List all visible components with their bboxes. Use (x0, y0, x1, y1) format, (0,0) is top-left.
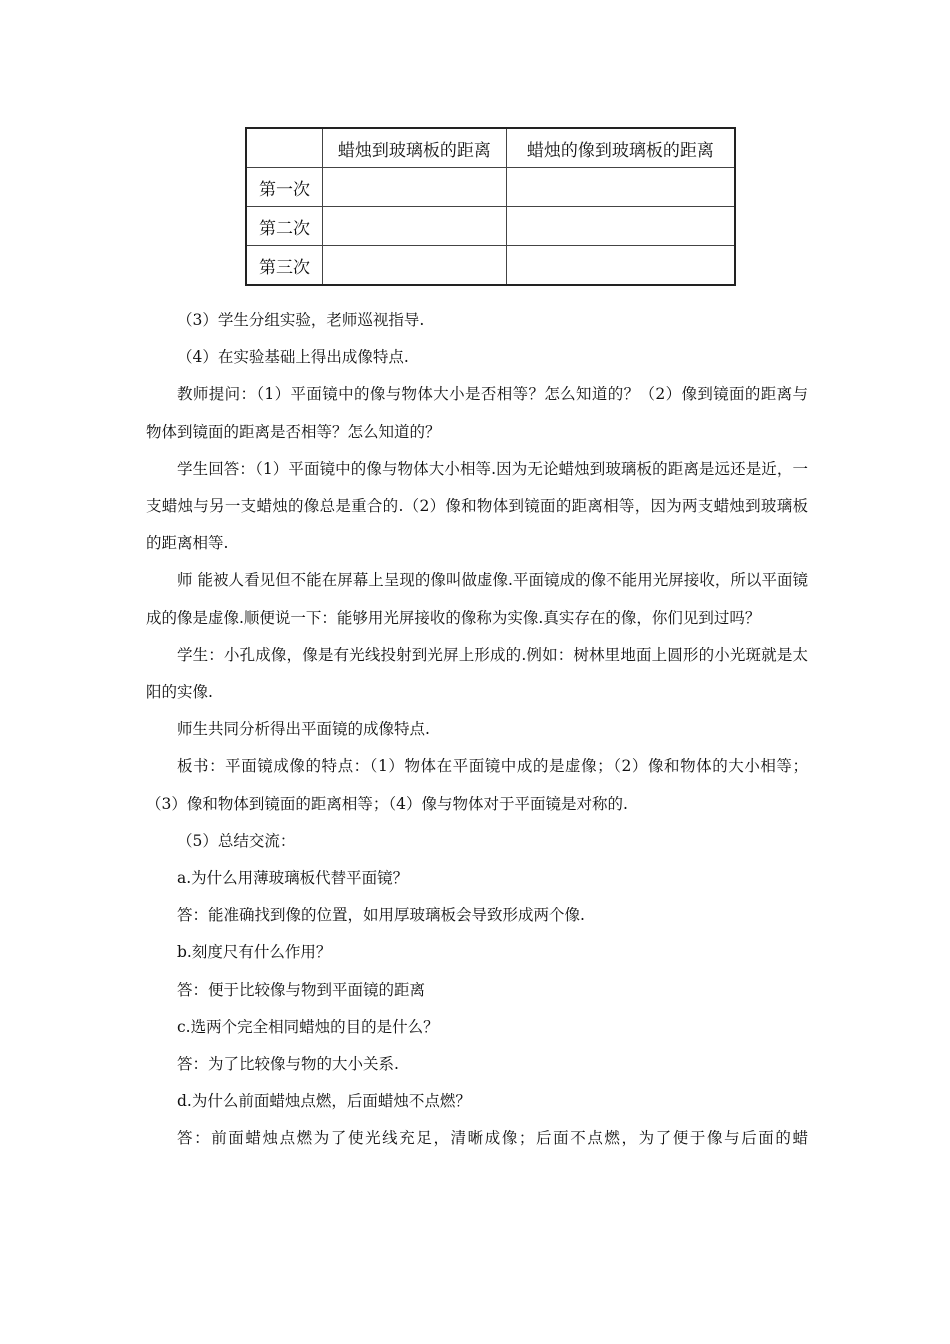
paragraph: 学生回答：（1）平面镜中的像与物体大小相等.因为无论蜡烛到玻璃板的距离是远还是近，一支蜡烛与另一支蜡烛的像总是重合的.（2）像和物体到镜面的距离相等，因为两支蜡烛到玻璃板的距离相等. (146, 459, 808, 553)
paragraph: 答：前面蜡烛点燃为了使光线充足，清晰成像；后面不点燃，为了便于像与后面的蜡 (177, 1129, 808, 1148)
table-cell (506, 207, 735, 246)
body-text (146, 302, 808, 1158)
paragraph: 答：便于比较像与物到平面镜的距离 (177, 980, 426, 999)
table-row (246, 207, 735, 246)
table-cell (506, 168, 735, 207)
paragraph: b.刻度尺有什么作用？ (177, 943, 332, 962)
table-header-cell: 蜡烛到玻璃板的距离 (322, 128, 506, 168)
table-header-cell: 蜡烛的像到玻璃板的距离 (506, 128, 735, 168)
table-cell (506, 246, 735, 286)
table-cell: 第一次 (246, 168, 322, 207)
paragraph: 板书：平面镜成像的特点：（1）物体在平面镜中成的是虚像；（2）像和物体的大小相等；（3）像和物体到镜面的距离相等；（4）像与物体对于平面镜是对称的. (146, 757, 808, 813)
table-header-row (246, 128, 735, 168)
table-cell (322, 207, 506, 246)
paragraph: 师生共同分析得出平面镜的成像特点. (177, 720, 430, 739)
table-row (246, 246, 735, 286)
paragraph: c.选两个完全相同蜡烛的目的是什么？ (177, 1017, 439, 1036)
paragraph: （5）总结交流： (177, 831, 296, 850)
paragraph: 答：为了比较像与物的大小关系. (177, 1055, 399, 1074)
paragraph: 师 能被人看见但不能在屏幕上呈现的像叫做虚像.平面镜成的像不能用光屏接收，所以平面镜成的像是虚像.顺便说一下：能够用光屏接收的像称为实像.真实存在的像，你们见到过吗？ (146, 571, 808, 627)
paragraph: 教师提问：（1）平面镜中的像与物体大小是否相等？怎么知道的？（2）像到镜面的距离与物体到镜面的距离是否相等？怎么知道的？ (146, 385, 808, 441)
paragraph: 学生：小孔成像，像是有光线投射到光屏上形成的.例如：树林里地面上圆形的小光斑就是太阳的实像. (146, 645, 808, 702)
paragraph: d.为什么前面蜡烛点燃，后面蜡烛不点燃？ (177, 1092, 471, 1111)
paragraph: 答：能准确找到像的位置，如用厚玻璃板会导致形成两个像. (177, 906, 585, 925)
experiment-record-table (245, 127, 736, 286)
table-cell (322, 246, 506, 286)
table-cell: 第三次 (246, 246, 322, 286)
table-header-cell (246, 128, 322, 168)
paragraph: （3）学生分组实验，老师巡视指导. (177, 311, 425, 329)
paragraph: （4）在实验基础上得出成像特点. (177, 348, 409, 367)
table-cell (322, 168, 506, 207)
paragraph: a.为什么用薄玻璃板代替平面镜？ (177, 869, 409, 888)
table-cell: 第二次 (246, 207, 322, 246)
table-row (246, 168, 735, 207)
